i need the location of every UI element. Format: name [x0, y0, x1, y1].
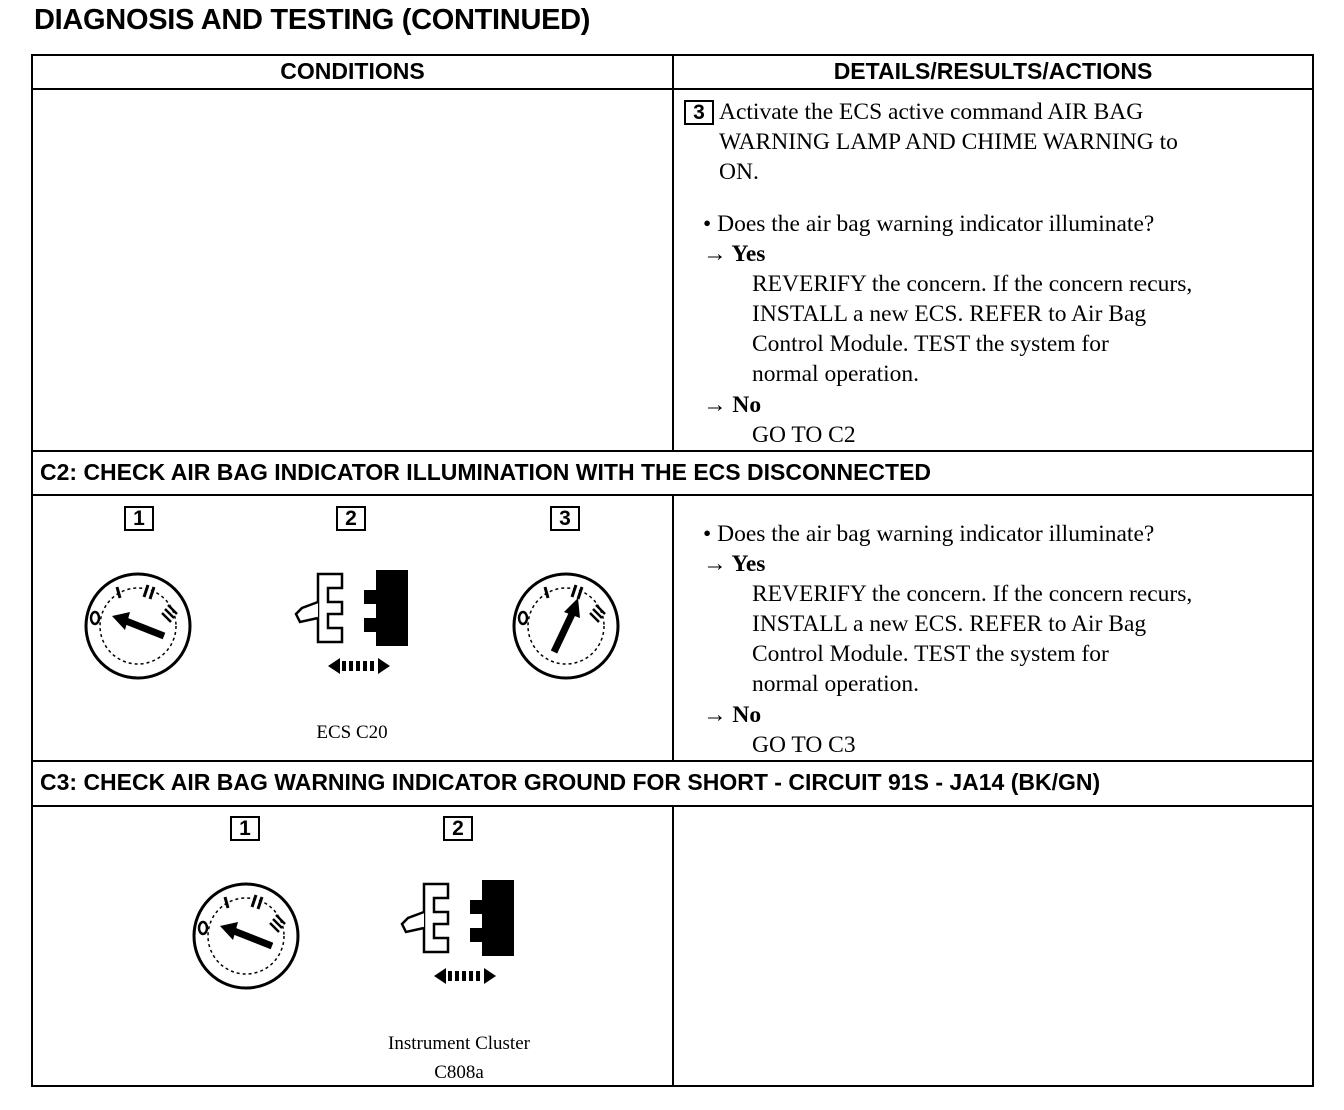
top-yes-action: REVERIFY the concern. If the concern recurs, INSTALL a new ECS. REFER to Air Bag Control Module. TEST the system for normal operation. [752, 271, 1193, 387]
step-number-box: 3 [684, 100, 714, 125]
c2-heading: C2: CHECK AIR BAG INDICATOR ILLUMINATION WITH THE ECS DISCONNECTED [40, 459, 932, 485]
c2-step-1-box: 1 [124, 506, 154, 531]
top-question: • Does the air bag warning indicator illuminate? [703, 211, 1155, 237]
c2-connector-caption: ECS C20 [316, 722, 388, 743]
c2-no-action: GO TO C3 [752, 732, 856, 758]
c3-heading: C3: CHECK AIR BAG WARNING INDICATOR GROUND FOR SHORT - CIRCUIT 91S - JA14 (BK/GN) [40, 769, 1101, 795]
ignition-switch-off-icon [190, 880, 302, 992]
c3-step-2-box: 2 [443, 816, 473, 841]
c3-connector-caption-line2: C808a [434, 1062, 484, 1083]
c2-no-label: → No [703, 702, 762, 728]
c2-question: • Does the air bag warning indicator illuminate? [703, 521, 1155, 547]
conditions-header: CONDITIONS [280, 58, 425, 84]
top-yes-label: → Yes [703, 241, 766, 267]
page-title: DIAGNOSIS AND TESTING (CONTINUED) [34, 4, 591, 36]
c3-step-1-box: 1 [230, 816, 260, 841]
c2-yes-label: → Yes [703, 551, 766, 577]
c2-yes-action: REVERIFY the concern. If the concern recurs, INSTALL a new ECS. REFER to Air Bag Control Module. TEST the system for normal operation. [752, 581, 1193, 697]
c2-step-3-box: 3 [550, 506, 580, 531]
c3-connector-caption-line1: Instrument Cluster [388, 1033, 530, 1054]
ignition-switch-off-icon [82, 570, 194, 682]
details-header: DETAILS/RESULTS/ACTIONS [833, 58, 1153, 84]
top-no-label: → No [703, 392, 762, 418]
connector-disconnect-icon [290, 566, 414, 678]
connector-disconnect-icon [396, 876, 520, 988]
ignition-switch-run-icon [510, 570, 622, 682]
top-no-action: GO TO C2 [752, 422, 856, 448]
step-instruction: Activate the ECS active command AIR BAG WARNING LAMP AND CHIME WARNING to ON. [719, 99, 1178, 185]
c2-step-2-box: 2 [336, 506, 366, 531]
